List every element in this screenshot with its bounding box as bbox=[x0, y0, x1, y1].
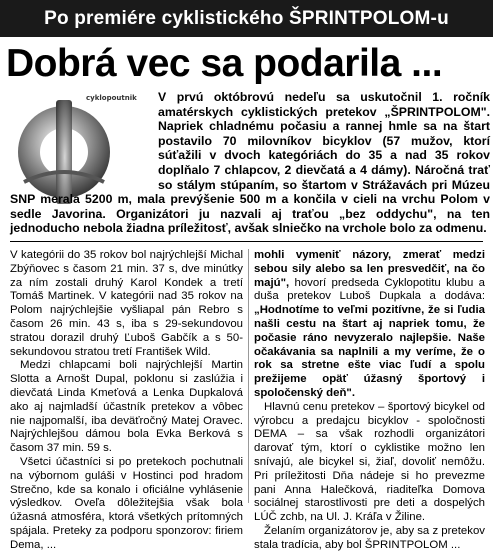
section-banner bbox=[0, 0, 493, 37]
quote-opening: mohli vymeniť názory, zmerať medzi sebou sily alebo sa len presvedčiť, na čo majú", bbox=[254, 249, 485, 289]
intro-divider bbox=[10, 241, 483, 242]
left-paragraph-2: Medzi chlapcami boli najrýchlejší Martin Slotta a Arnošt Dupal, poklonu si zaslúžia i dievčatá Linda Kmeťová a Lenka Dupkalová ako aj najmladší účastník pretekov a vôbec nie najpomalší, iba deväťročný Matej Oravec. Najrýchlejšou dámou bola Evka Berková s časom 37 min. 59 s. bbox=[10, 359, 243, 455]
right-paragraph-1 bbox=[254, 249, 485, 401]
column-rule bbox=[248, 249, 249, 503]
article-intro bbox=[10, 90, 490, 236]
right-paragraph-3: Želaním organizátorov je, aby sa z pretekov stala tradícia, aby bol ŠPRINTPOLOM ... bbox=[254, 524, 485, 551]
left-column bbox=[10, 249, 243, 551]
left-paragraph-1: V kategórii do 35 rokov bol najrýchlejší Michal Zbýňovec s časom 21 min. 37 s, dve minútky za ním zostali druhý Karol Kondek a tretí Tomáš Martinek. V kategórii nad 35 rokov na Polom najrýchlejšie vyšliapal pán Rebro s časom 26 min. 43 s, iba s 29-sekundovou stratou dorazil druhý Ľuboš Gabčík a s 50-sekundovou stratou tretí František Wild. bbox=[10, 249, 243, 358]
logo-caption: cyklopoutnik bbox=[86, 94, 137, 102]
right-column bbox=[254, 249, 485, 551]
banner-title: Po premiére cyklistického ŠPRINTPOLOM-u bbox=[44, 7, 449, 29]
left-paragraph-3: Všetci účastníci si po pretekoch pochutnali na výbornom guláši v Hostinci pod hradom Strečno, kde sa konalo i oficiálne vyhlásenie výsledkov. Oveľa dôležitejšia však bola úžasná atmosféra, ktorá všetkých prítomných spájala. Preteky za podporu sponzorov: firiem Dema, ... bbox=[10, 455, 243, 551]
quote-statement: „Hodnotíme to veľmi pozitívne, že si ľudia našli cestu na štart aj napriek tomu, že počasie ráno nevyzeralo najlepšie. Naše očakávania sa naplnili a my veríme, že o rok sa stretne ešte viac ľudí a spolu prežijeme opäť úžasný športový i spoločenský deň". bbox=[254, 304, 485, 399]
intro-text: V prvú októbrovú nedeľu sa uskutočnil 1. ročník amatérskych cyklistických pretekov „ŠPRINTPOLOM". Napriek chladnému počasiu a rannej hmle sa na štart postavilo 70 milovníkov bicyklov (57 mužov, ktorí súťažili v dvoch kategóriách do 35 a nad 35 rokov doplňalo 7 chlapcov, 2 dievčatá a 4 dámy). Náročná trať so stálym stúpaním, so štartom v Strážavách pri Múzeu SNP merala 5200 m, mala prevýšenie 500 m a končila v cieli na vrchu Polom v sedle Javorina. Organizátori ju nazvali aj traťou „bez oddychu", na ten jednoducho nebola žiadna príležitosť, avšak slniečko na vrchole bolo za odmenu. bbox=[10, 90, 490, 236]
right-paragraph-2: Hlavnú cenu pretekov – športový bicykel od výrobcu a predajcu bicyklov - spoločnosti DEMA – sa však rozhodli organizátori darovať tým, ktorí o cyklistike možno len snívajú, ale bicykel si, žiaľ, dovoliť nemôžu. Pri príležitosti Dňa nádeje si ho prevezme pani Anna Halečková, riaditeľka Domova sociálnej starostlivosti pre deti a dospelých LÚČ zchb, na Ul. J. Kráľa v Žiline. bbox=[254, 400, 485, 524]
quote-attribution: hovorí predseda Cyklopotitu klubu a duša pretekov Luboš Dupkala a dodáva: bbox=[254, 276, 485, 303]
article-headline: Dobrá vec sa podarila ... bbox=[6, 42, 443, 85]
